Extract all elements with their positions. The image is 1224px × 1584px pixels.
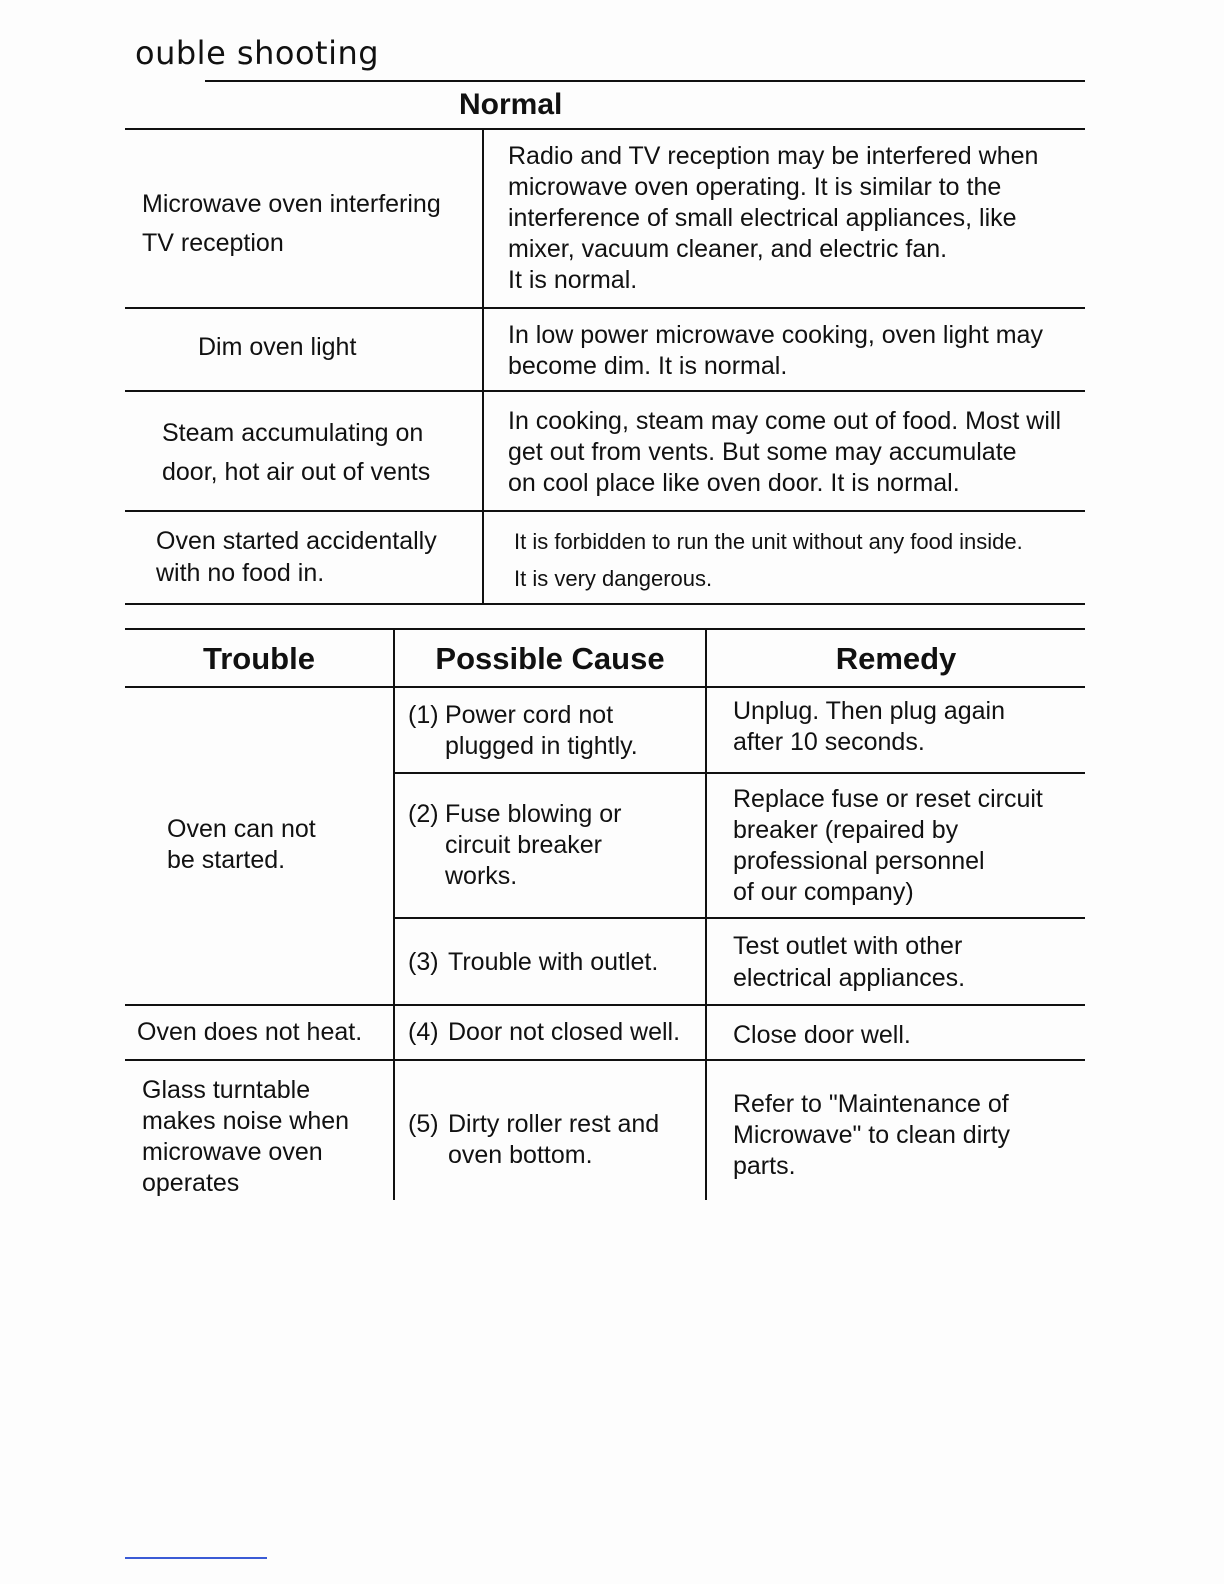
row-divider	[125, 510, 1085, 512]
normal-issue: Oven started accidentally with no food in.	[156, 527, 437, 587]
cause-number: (2)	[408, 800, 439, 828]
normal-issue: Dim oven light	[198, 333, 357, 361]
normal-explanation: In low power microwave cooking, oven light may become dim. It is normal.	[508, 321, 1043, 380]
cause-text: Fuse blowing or circuit breaker works.	[445, 800, 622, 890]
row-divider	[393, 917, 1085, 919]
normal-column-divider	[482, 128, 484, 605]
cause-text: Trouble with outlet.	[448, 948, 659, 976]
remedy-text: Close door well.	[733, 1021, 911, 1049]
row-divider	[393, 772, 1085, 774]
footer-rule	[125, 1557, 267, 1559]
cause-number: (3)	[408, 948, 439, 976]
trouble-text: Oven does not heat.	[137, 1018, 363, 1046]
remedy-text: Replace fuse or reset circuit breaker (repaired by professional personnel of our company)	[733, 785, 1043, 906]
row-divider	[125, 390, 1085, 392]
normal-explanation: Radio and TV reception may be interfered when microwave oven operating. It is similar to the interference of small electrical appliances, like mixer, vacuum cleaner, and electric fan. It is normal.	[508, 142, 1039, 294]
trouble-text: Oven can not be started.	[167, 815, 316, 874]
cause-number: (4)	[408, 1018, 439, 1046]
header-remedy: Remedy	[835, 641, 957, 676]
normal-explanation: In cooking, steam may come out of food. Most will get out from vents. But some may accumulate on cool place like oven door. It is normal.	[508, 407, 1062, 497]
normal-title: Normal	[459, 88, 563, 121]
cause-text: Dirty roller rest and oven bottom.	[448, 1110, 660, 1169]
cause-column-divider	[705, 628, 707, 1200]
trouble-column-divider	[393, 628, 395, 1200]
trouble-text: Glass turntable makes noise when microwave oven operates	[142, 1076, 350, 1197]
normal-header-rule	[125, 128, 1085, 130]
normal-bottom-rule	[125, 603, 1085, 605]
row-divider	[125, 1059, 1085, 1061]
normal-issue: Microwave oven interfering TV reception	[142, 190, 441, 257]
cause-text: Door not closed well.	[448, 1018, 681, 1046]
normal-explanation: It is forbidden to run the unit without any food inside. It is very dangerous.	[514, 529, 1023, 591]
cause-number: (1)	[408, 701, 439, 729]
remedy-text: Refer to "Maintenance of Microwave" to clean dirty parts.	[733, 1090, 1011, 1180]
remedy-text: Test outlet with other electrical appliances.	[733, 932, 966, 992]
normal-issue: Steam accumulating on door, hot air out of vents	[162, 419, 431, 486]
row-divider	[125, 307, 1085, 309]
page-heading: ouble shooting	[135, 34, 380, 72]
header-trouble: Trouble	[203, 641, 315, 676]
header-possible-cause: Possible Cause	[435, 641, 665, 676]
cause-number: (5)	[408, 1110, 439, 1138]
cause-text: Power cord not plugged in tightly.	[445, 701, 638, 760]
trouble-header-rule	[125, 686, 1085, 688]
trouble-top-rule	[125, 628, 1085, 630]
row-divider	[125, 1004, 1085, 1006]
normal-top-rule	[205, 80, 1085, 82]
remedy-text: Unplug. Then plug again after 10 seconds.	[733, 697, 1005, 756]
